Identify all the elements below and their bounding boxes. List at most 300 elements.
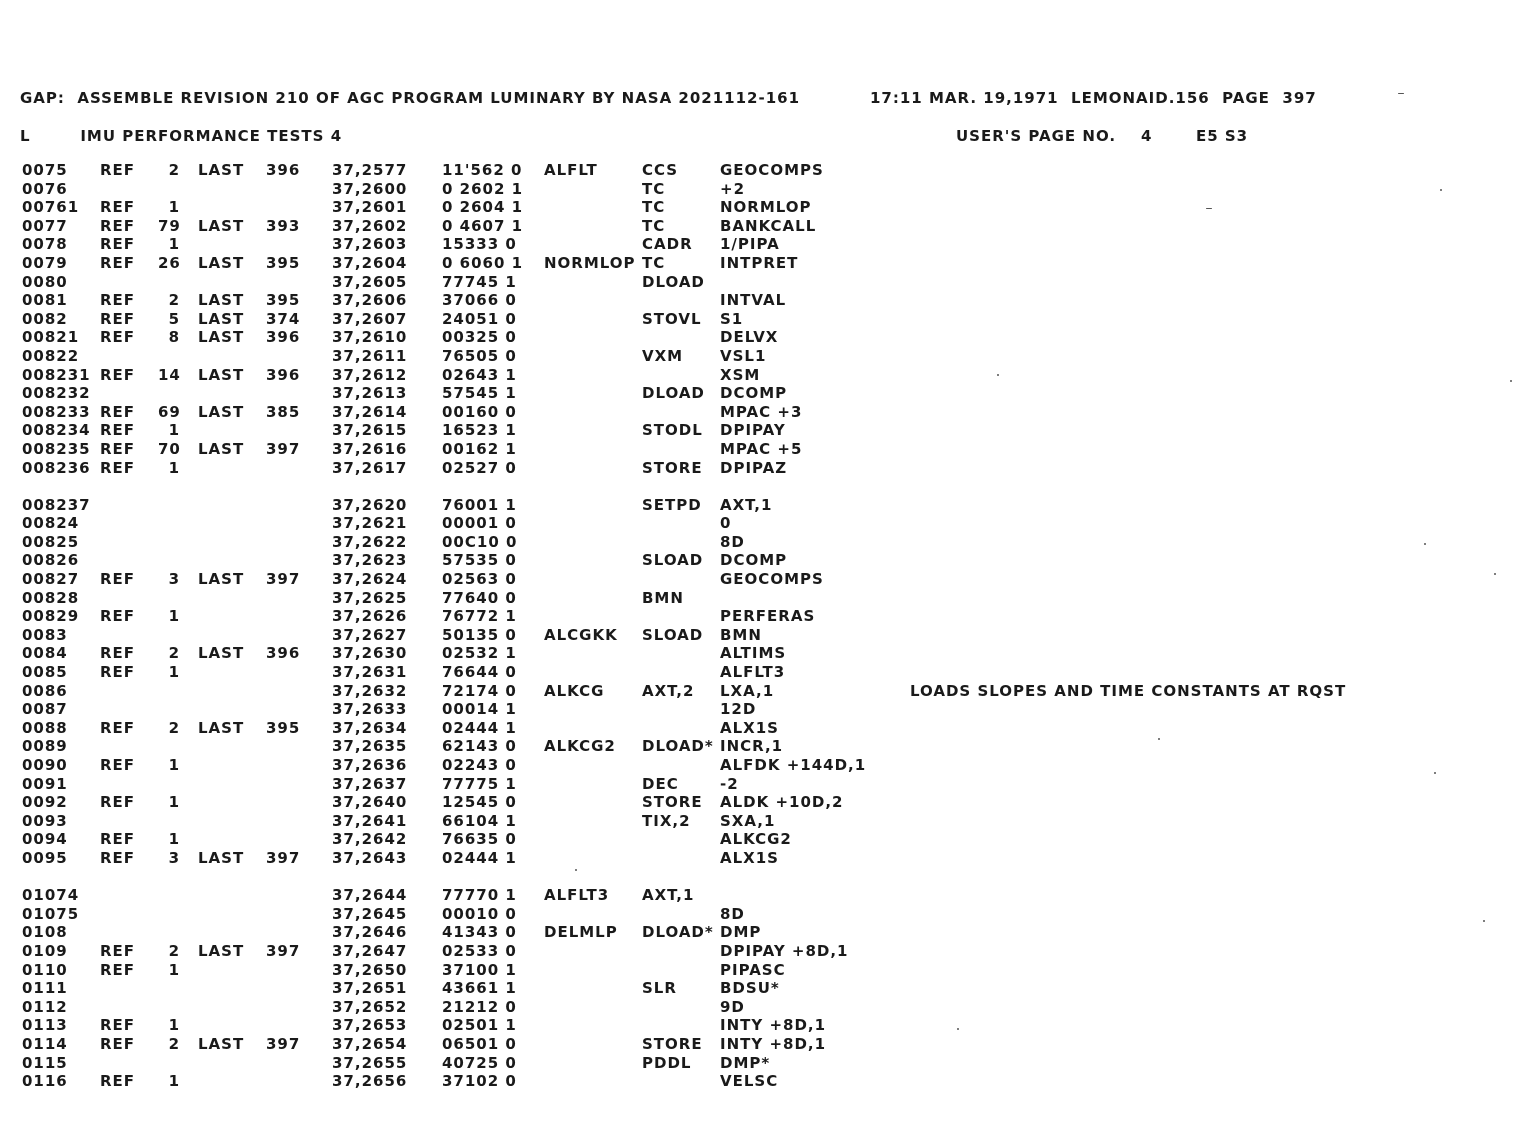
opcode: AXT,1 [642,886,695,905]
last-page: 396 [266,161,301,179]
octal-word: 57545 1 [442,384,517,403]
octal-word: 00C10 0 [442,532,518,551]
listing-row [0,273,1536,292]
memory-location: 37,2603 [332,235,408,254]
line-number: 008233 [22,402,91,421]
ref-count: 1 [168,607,180,626]
octal-word: 77770 1 [442,886,517,905]
octal-word: 0 2602 1 [442,179,524,198]
memory-location: 37,2613 [332,384,408,403]
line-number: 0080 [22,272,68,291]
octal-word: 76001 1 [442,495,517,514]
operand: GEOCOMPS [720,161,824,179]
line-number: 0116 [22,1072,68,1091]
octal-word: 00325 0 [442,328,517,347]
operand: DCOMP [720,551,788,570]
last-page: 395 [266,291,301,310]
line-number: 008232 [22,384,91,403]
ref-tag: REF [100,756,136,774]
line-number: 0088 [22,718,68,737]
operand: DPIPAY [720,421,786,440]
ref-tag: REF [100,421,136,440]
memory-location: 37,2577 [332,161,408,179]
line-number: 0094 [22,830,68,849]
last-tag: LAST [198,941,245,960]
octal-word: 00160 0 [442,402,517,421]
line-number: 0093 [22,811,68,830]
listing-row [0,496,1536,515]
symbol-label: DELMLP [544,923,618,942]
operand: 8D [720,532,745,551]
line-number: 0092 [22,793,68,812]
opcode: CCS [642,161,679,179]
octal-word: 76505 0 [442,346,517,365]
operand: S1 [720,309,744,328]
ref-tag: REF [100,328,136,347]
operand: AXT,1 [720,495,773,514]
octal-word: 02563 0 [442,570,517,589]
memory-location: 37,2651 [332,979,408,998]
ref-count: 3 [168,570,180,589]
opcode: CADR [642,235,693,254]
operand: ALX1S [720,848,779,867]
last-page: 397 [266,941,301,960]
listing-row [0,942,1536,961]
ref-tag: REF [100,235,136,254]
listing-row [0,1035,1536,1054]
scan-speck [1424,543,1426,545]
octal-word: 00014 1 [442,700,517,719]
line-number: 00822 [22,346,80,365]
listing-row [0,328,1536,347]
ref-count: 2 [168,644,180,663]
line-number: 0086 [22,681,68,700]
memory-location: 37,2617 [332,458,408,477]
last-tag: LAST [198,644,245,663]
memory-location: 37,2606 [332,291,408,310]
last-tag: LAST [198,161,245,179]
line-number: 008234 [22,421,91,440]
symbol-label: ALFLT3 [544,886,610,905]
memory-location: 37,2623 [332,551,408,570]
memory-location: 37,2654 [332,1034,408,1053]
memory-location: 37,2607 [332,309,408,328]
opcode: DEC [642,774,679,793]
operand: SXA,1 [720,811,776,830]
ref-tag: REF [100,1072,136,1091]
ref-count: 70 [158,439,181,458]
line-number: 0089 [22,737,68,756]
line-number: 0076 [22,179,68,198]
scan-speck [1434,772,1436,774]
ref-tag: REF [100,253,136,272]
listing-row [0,235,1536,254]
opcode: TIX,2 [642,811,691,830]
listing-row [0,1072,1536,1091]
listing-row [0,961,1536,980]
memory-location: 37,2611 [332,346,408,365]
octal-word: 77745 1 [442,272,517,291]
scan-speck [1440,189,1442,191]
symbol-label: ALKCG [544,681,605,700]
octal-word: 43661 1 [442,979,517,998]
operand: DCOMP [720,384,788,403]
memory-location: 37,2621 [332,514,408,533]
octal-word: 15333 0 [442,235,517,254]
assembly-listing [0,161,1536,1091]
scan-speck [1483,920,1485,922]
line-number: 00824 [22,514,80,533]
last-tag: LAST [198,365,245,384]
memory-location: 37,2656 [332,1072,408,1091]
ref-tag: REF [100,663,136,682]
ref-count: 1 [168,198,180,217]
listing-row [0,775,1536,794]
memory-location: 37,2642 [332,830,408,849]
operand: DMP* [720,1053,771,1072]
line-number: 0112 [22,997,68,1016]
operand: DPIPAY +8D,1 [720,941,849,960]
ref-tag: REF [100,439,136,458]
memory-location: 37,2601 [332,198,408,217]
listing-row [0,626,1536,645]
operand: XSM [720,365,761,384]
listing-row [0,403,1536,422]
operand: ALDK +10D,2 [720,793,844,812]
last-page: 396 [266,644,301,663]
operand: 1/PIPA [720,235,780,254]
line-number: 0095 [22,848,68,867]
octal-word: 02643 1 [442,365,517,384]
line-number: 01074 [22,886,80,905]
octal-word: 0 4607 1 [442,216,524,235]
listing-row [0,366,1536,385]
operand: ALFLT3 [720,663,786,682]
memory-location: 37,2626 [332,607,408,626]
ref-count: 1 [168,1016,180,1035]
opcode: DLOAD* [642,737,714,756]
octal-word: 40725 0 [442,1053,517,1072]
memory-location: 37,2610 [332,328,408,347]
listing-row [0,533,1536,552]
listing-row [0,514,1536,533]
listing-row [0,700,1536,719]
octal-word: 72174 0 [442,681,517,700]
ref-tag: REF [100,402,136,421]
operand: MPAC +5 [720,439,803,458]
operand: ALKCG2 [720,830,792,849]
blank-line [0,868,1536,887]
ref-count: 1 [168,960,180,979]
memory-location: 37,2635 [332,737,408,756]
octal-word: 57535 0 [442,551,517,570]
line-number: 0111 [22,979,68,998]
operand: ALX1S [720,718,779,737]
line-number: 0079 [22,253,68,272]
ref-tag: REF [100,1016,136,1035]
ref-count: 26 [158,253,181,272]
memory-location: 37,2645 [332,904,408,923]
octal-word: 00162 1 [442,439,517,458]
last-page: 396 [266,365,301,384]
last-tag: LAST [198,718,245,737]
last-tag: LAST [198,848,245,867]
opcode: SLOAD [642,551,704,570]
octal-word: 77640 0 [442,588,517,607]
octal-word: 37066 0 [442,291,517,310]
line-number: 008231 [22,365,91,384]
date-page-header: 17:11 MAR. 19,1971 LEMONAID.156 PAGE 397 [870,89,1317,107]
ref-tag: REF [100,830,136,849]
operand: VSL1 [720,346,767,365]
memory-location: 37,2653 [332,1016,408,1035]
octal-word: 02533 0 [442,941,517,960]
octal-word: 76644 0 [442,663,517,682]
operand: PIPASC [720,960,786,979]
listing-row [0,421,1536,440]
line-number: 00761 [22,198,80,217]
octal-word: 02444 1 [442,848,517,867]
listing-row [0,1054,1536,1073]
listing-row [0,1016,1536,1035]
listing-row [0,793,1536,812]
line-number: 0108 [22,923,68,942]
operand: NORMLOP [720,198,812,217]
line-number: 00821 [22,328,80,347]
users-page-number: USER'S PAGE NO. 4 E5 S3 [956,127,1249,145]
octal-word: 06501 0 [442,1034,517,1053]
operand: DMP [720,923,762,942]
last-page: 393 [266,216,301,235]
octal-word: 50135 0 [442,625,517,644]
operand: INTY +8D,1 [720,1034,827,1053]
scan-speck [1398,93,1404,94]
octal-word: 0 6060 1 [442,253,524,272]
listing-row [0,291,1536,310]
opcode: SLR [642,979,677,998]
listing-row [0,719,1536,738]
opcode: STODL [642,421,703,440]
opcode: TC [642,216,666,235]
line-number: 0084 [22,644,68,663]
ref-tag: REF [100,793,136,812]
memory-location: 37,2602 [332,216,408,235]
listing-row [0,161,1536,180]
octal-word: 66104 1 [442,811,517,830]
octal-word: 02243 0 [442,756,517,774]
memory-location: 37,2615 [332,421,408,440]
memory-location: 37,2640 [332,793,408,812]
blank-line [0,477,1536,496]
ref-tag: REF [100,718,136,737]
last-page: 397 [266,848,301,867]
line-number: 0085 [22,663,68,682]
octal-word: 12545 0 [442,793,517,812]
opcode: BMN [642,588,684,607]
listing-row [0,682,1536,701]
listing-row [0,198,1536,217]
operand: DPIPAZ [720,458,788,477]
memory-location: 37,2620 [332,495,408,514]
line-number: 008236 [22,458,91,477]
listing-row [0,254,1536,273]
memory-location: 37,2612 [332,365,408,384]
line-number: 01075 [22,904,80,923]
operand: INTVAL [720,291,787,310]
memory-location: 37,2655 [332,1053,408,1072]
listing-row [0,384,1536,403]
operand: BDSU* [720,979,780,998]
ref-count: 1 [168,793,180,812]
ref-count: 3 [168,848,180,867]
memory-location: 37,2605 [332,272,408,291]
scan-speck [957,1028,959,1030]
scan-speck [1158,738,1160,740]
line-number: 00827 [22,570,80,589]
octal-word: 02501 1 [442,1016,517,1035]
opcode: STOVL [642,309,702,328]
ref-count: 79 [158,216,181,235]
memory-location: 37,2637 [332,774,408,793]
listing-row [0,923,1536,942]
ref-count: 1 [168,458,180,477]
octal-word: 02532 1 [442,644,517,663]
listing-row [0,570,1536,589]
opcode: TC [642,253,666,272]
ref-tag: REF [100,291,136,310]
listing-row [0,589,1536,608]
opcode: TC [642,198,666,217]
listing-row [0,737,1536,756]
ref-tag: REF [100,365,136,384]
memory-location: 37,2600 [332,179,408,198]
last-page: 396 [266,328,301,347]
opcode: STORE [642,1034,703,1053]
operand: 8D [720,904,745,923]
ref-count: 1 [168,830,180,849]
assembly-header: GAP: ASSEMBLE REVISION 210 OF AGC PROGRAM LUMINARY BY NASA 2021112-161 [20,89,801,107]
last-tag: LAST [198,439,245,458]
operand: PERFERAS [720,607,816,626]
operand: DELVX [720,328,779,347]
last-page: 397 [266,570,301,589]
octal-word: 76772 1 [442,607,517,626]
line-number: 0087 [22,700,68,719]
operand: MPAC +3 [720,402,803,421]
opcode: VXM [642,346,684,365]
operand: INTY +8D,1 [720,1016,827,1035]
line-number: 0115 [22,1053,68,1072]
memory-location: 37,2622 [332,532,408,551]
last-tag: LAST [198,291,245,310]
ref-count: 2 [168,941,180,960]
line-number: 0078 [22,235,68,254]
ref-tag: REF [100,644,136,663]
listing-row [0,756,1536,775]
last-tag: LAST [198,253,245,272]
ref-count: 69 [158,402,181,421]
memory-location: 37,2641 [332,811,408,830]
last-page: 397 [266,1034,301,1053]
operand: GEOCOMPS [720,570,824,589]
line-number: 00825 [22,532,80,551]
ref-count: 5 [168,309,180,328]
line-number: 00828 [22,588,80,607]
ref-tag: REF [100,309,136,328]
listing-row [0,905,1536,924]
ref-tag: REF [100,1034,136,1053]
listing-row [0,459,1536,478]
opcode: DLOAD [642,272,705,291]
memory-location: 37,2643 [332,848,408,867]
scan-speck [1206,208,1212,209]
operand: -2 [720,774,739,793]
opcode: AXT,2 [642,681,695,700]
ref-tag: REF [100,570,136,589]
scan-speck [1494,573,1496,575]
symbol-label: ALFLT [544,161,598,179]
memory-location: 37,2636 [332,756,408,774]
last-page: 385 [266,402,301,421]
last-page: 395 [266,253,301,272]
operand: 12D [720,700,757,719]
memory-location: 37,2624 [332,570,408,589]
last-tag: LAST [198,309,245,328]
line-number: 0083 [22,625,68,644]
opcode: STORE [642,458,703,477]
operand: ALTIMS [720,644,787,663]
section-title: L IMU PERFORMANCE TESTS 4 [20,127,343,145]
listing-row [0,979,1536,998]
memory-location: 37,2646 [332,923,408,942]
ref-tag: REF [100,216,136,235]
opcode: DLOAD [642,384,705,403]
scan-speck [997,374,999,376]
operand: LXA,1 [720,681,775,700]
line-number: 00829 [22,607,80,626]
listing-row [0,644,1536,663]
operand: 9D [720,997,745,1016]
octal-word: 41343 0 [442,923,517,942]
listing-row [0,310,1536,329]
opcode: DLOAD* [642,923,714,942]
octal-word: 00010 0 [442,904,517,923]
ref-count: 2 [168,161,180,179]
opcode: STORE [642,793,703,812]
listing-row [0,998,1536,1017]
ref-tag: REF [100,960,136,979]
comment: LOADS SLOPES AND TIME CONSTANTS AT RQST [910,681,1347,700]
scan-speck [575,869,577,871]
octal-word: 11'562 0 [442,161,523,179]
listing-row [0,551,1536,570]
opcode: TC [642,179,666,198]
operand: INTPRET [720,253,799,272]
last-tag: LAST [198,328,245,347]
line-number: 0091 [22,774,68,793]
ref-count: 1 [168,663,180,682]
ref-count: 1 [168,1072,180,1091]
operand: BMN [720,625,762,644]
memory-location: 37,2650 [332,960,408,979]
line-number: 0082 [22,309,68,328]
listing-row [0,440,1536,459]
operand: +2 [720,179,746,198]
symbol-label: ALCGKK [544,625,618,644]
listing-row [0,607,1536,626]
operand: VELSC [720,1072,779,1091]
ref-count: 14 [158,365,181,384]
